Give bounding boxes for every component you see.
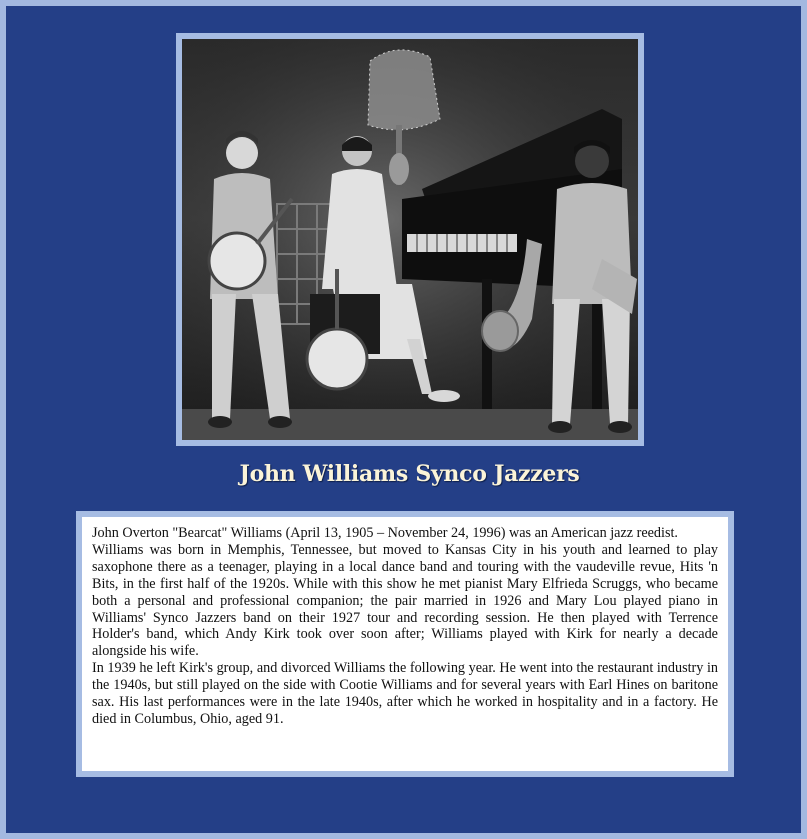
band-photo — [182, 39, 638, 440]
paragraph-early-life: Williams was born in Memphis, Tennessee, but moved to Kansas City in his youth and learned to play saxophone there as a teenager, playing in a local dance band and touring with the vaudeville revue, Hits 'n Bits, in the first half of the 1920s. While with this show he met pianist Mary Elfrieda Scruggs, who became both a personal and professional companion; the pair married in 1926 and Mary Lou played piano in Williams' Synco Jazzers band on their 1927 tour and recording session. He then played with Terrence Holder's band, which Andy Kirk took over soon after; Williams played with Kirk for nearly a decade alongside his wife. — [92, 541, 718, 660]
page-title: John Williams Synco Jazzers — [239, 461, 580, 487]
band-photo-illustration — [182, 39, 638, 440]
photo-frame — [176, 33, 644, 446]
description-box — [82, 517, 728, 771]
paragraph-later-life: In 1939 he left Kirk's group, and divorced Williams the following year. He went into the restaurant industry in the 1940s, but still played on the side with Cootie Williams and for several years with Earl Hines on baritone sax. His last performances were in the late 1940s, after which he worked in hospitality and in a factory. He died in Columbus, Ohio, aged 91. — [92, 660, 718, 727]
description-frame — [76, 511, 734, 777]
paragraph-intro: John Overton "Bearcat" Williams (April 13, 1905 – November 24, 1996) was an American jazz reedist. — [92, 525, 678, 541]
